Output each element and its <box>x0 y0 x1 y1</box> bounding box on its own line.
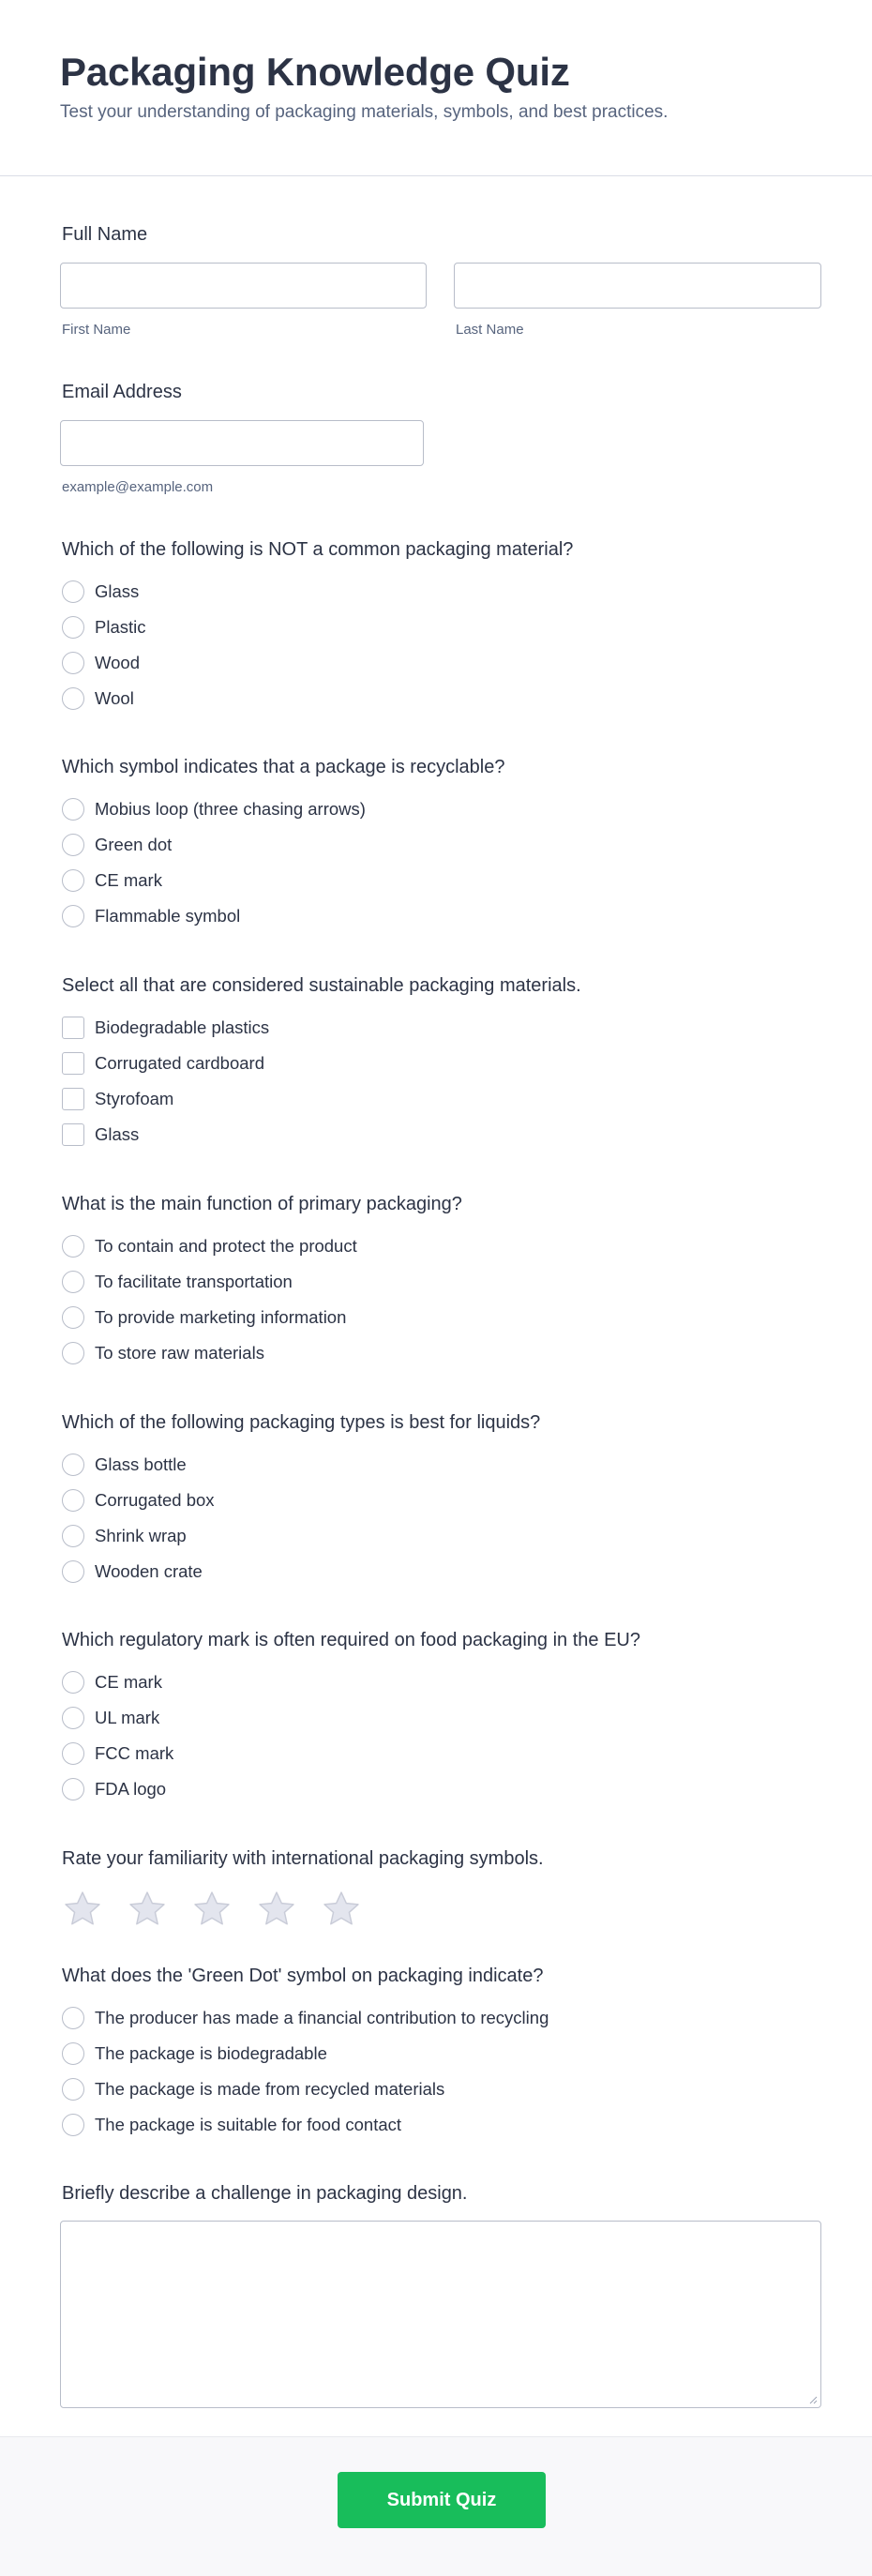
radio-button[interactable] <box>62 2078 84 2101</box>
form-header <box>0 0 872 176</box>
radio-option[interactable] <box>62 1300 821 1335</box>
option-label: The package is suitable for food contact <box>95 2115 402 2134</box>
radio-option[interactable] <box>62 1264 821 1300</box>
full-name-label: Full Name <box>62 224 148 245</box>
radio-option[interactable] <box>62 681 821 716</box>
question-text: Select all that are considered sustainable packaging materials. <box>62 975 581 996</box>
question-text: Which symbol indicates that a package is recyclable? <box>62 757 505 777</box>
option-label: Wool <box>95 688 134 708</box>
radio-button[interactable] <box>62 1525 84 1547</box>
question-block <box>62 1629 821 1807</box>
option-label: Corrugated cardboard <box>95 1053 264 1073</box>
option-label: Glass bottle <box>95 1454 187 1474</box>
question-text: Which of the following is NOT a common packaging material? <box>62 539 574 560</box>
star-rating <box>62 1889 821 1930</box>
challenge-textarea[interactable] <box>60 2221 821 2408</box>
option-label: The producer has made a financial contribution to recycling <box>95 2008 549 2027</box>
first-name-input[interactable] <box>60 263 427 309</box>
radio-button[interactable] <box>62 1489 84 1512</box>
radio-button[interactable] <box>62 2114 84 2136</box>
option-label: To contain and protect the product <box>95 1236 357 1256</box>
last-name-sublabel: Last Name <box>456 322 524 338</box>
option-label: Glass <box>95 1124 140 1144</box>
question-text: Which regulatory mark is often required on food packaging in the EU? <box>62 1630 641 1650</box>
radio-option[interactable] <box>62 1736 821 1771</box>
checkbox[interactable] <box>62 1123 84 1146</box>
radio-button[interactable] <box>62 869 84 892</box>
radio-button[interactable] <box>62 1778 84 1800</box>
radio-option[interactable] <box>62 1700 821 1736</box>
question-block <box>62 1965 821 2143</box>
radio-option[interactable] <box>62 1554 821 1589</box>
rating-block <box>62 1847 821 1930</box>
option-label: Biodegradable plastics <box>95 1017 270 1037</box>
radio-button[interactable] <box>62 2007 84 2029</box>
checkbox-option[interactable] <box>62 1046 821 1081</box>
question-block <box>62 538 821 716</box>
option-label: Flammable symbol <box>95 906 241 926</box>
radio-option[interactable] <box>62 1228 821 1264</box>
email-sublabel: example@example.com <box>62 479 214 495</box>
radio-option[interactable] <box>62 610 821 645</box>
radio-option[interactable] <box>62 898 821 934</box>
option-label: Plastic <box>95 617 146 637</box>
radio-button[interactable] <box>62 1671 84 1694</box>
question-text: Which of the following packaging types is best for liquids? <box>62 1412 541 1433</box>
checkbox-option[interactable] <box>62 1081 821 1117</box>
option-label: The package is biodegradable <box>95 2043 327 2063</box>
radio-button[interactable] <box>62 616 84 639</box>
option-label: CE mark <box>95 1672 162 1692</box>
email-label: Email Address <box>62 382 182 402</box>
radio-option[interactable] <box>62 1335 821 1371</box>
radio-option[interactable] <box>62 2107 821 2143</box>
radio-button[interactable] <box>62 652 84 674</box>
radio-button[interactable] <box>62 834 84 856</box>
radio-button[interactable] <box>62 798 84 821</box>
last-name-input[interactable] <box>454 263 821 309</box>
star-icon[interactable] <box>127 1889 168 1930</box>
form-body <box>0 176 872 2436</box>
question-block <box>62 1193 821 1371</box>
option-label: The package is made from recycled materials <box>95 2079 445 2099</box>
radio-button[interactable] <box>62 1742 84 1765</box>
radio-button[interactable] <box>62 580 84 603</box>
radio-button[interactable] <box>62 1306 84 1329</box>
radio-button[interactable] <box>62 687 84 710</box>
rating-question: Rate your familiarity with international packaging symbols. <box>62 1848 544 1869</box>
radio-button[interactable] <box>62 905 84 927</box>
option-label: To store raw materials <box>95 1343 264 1363</box>
radio-option[interactable] <box>62 574 821 610</box>
radio-option[interactable] <box>62 1665 821 1700</box>
option-label: UL mark <box>95 1708 160 1727</box>
radio-option[interactable] <box>62 645 821 681</box>
option-label: Wooden crate <box>95 1561 203 1581</box>
option-label: To facilitate transportation <box>95 1272 293 1291</box>
option-label: Styrofoam <box>95 1089 174 1108</box>
form-title: Packaging Knowledge Quiz <box>60 50 570 94</box>
checkbox[interactable] <box>62 1017 84 1039</box>
first-name-sublabel: First Name <box>62 322 131 338</box>
radio-button[interactable] <box>62 1454 84 1476</box>
resize-handle-icon[interactable] <box>808 2395 818 2404</box>
question-block <box>62 756 821 934</box>
radio-option[interactable] <box>62 1483 821 1518</box>
question-text: What does the 'Green Dot' symbol on packaging indicate? <box>62 1966 544 1986</box>
option-label: Mobius loop (three chasing arrows) <box>95 799 366 819</box>
email-input[interactable] <box>60 420 424 466</box>
checkbox-option[interactable] <box>62 1010 821 1046</box>
option-label: FCC mark <box>95 1743 174 1763</box>
radio-option[interactable] <box>62 1518 821 1554</box>
radio-button[interactable] <box>62 1271 84 1293</box>
option-label: Green dot <box>95 835 173 854</box>
question-block <box>62 974 821 1152</box>
radio-option[interactable] <box>62 1771 821 1807</box>
option-label: Corrugated box <box>95 1490 215 1510</box>
radio-option[interactable] <box>62 791 821 827</box>
star-icon[interactable] <box>256 1889 297 1930</box>
form-subtitle: Test your understanding of packaging materials, symbols, and best practices. <box>60 102 669 122</box>
radio-option[interactable] <box>62 827 821 863</box>
radio-option[interactable] <box>62 2071 821 2107</box>
star-icon[interactable] <box>62 1889 103 1930</box>
option-label: Glass <box>95 581 140 601</box>
star-icon[interactable] <box>321 1889 362 1930</box>
radio-option[interactable] <box>62 1447 821 1483</box>
checkbox[interactable] <box>62 1052 84 1075</box>
radio-button[interactable] <box>62 1342 84 1364</box>
option-label: Wood <box>95 653 140 672</box>
radio-option[interactable] <box>62 863 821 898</box>
radio-button[interactable] <box>62 1235 84 1258</box>
option-label: FDA logo <box>95 1779 167 1799</box>
radio-button[interactable] <box>62 1707 84 1729</box>
question-text: What is the main function of primary packaging? <box>62 1194 462 1214</box>
option-label: To provide marketing information <box>95 1307 347 1327</box>
challenge-label: Briefly describe a challenge in packaging design. <box>62 2183 468 2204</box>
radio-button[interactable] <box>62 2042 84 2065</box>
form-footer <box>0 2436 872 2576</box>
radio-option[interactable] <box>62 2036 821 2071</box>
checkbox[interactable] <box>62 1088 84 1110</box>
option-label: Shrink wrap <box>95 1526 187 1545</box>
question-block <box>62 1411 821 1589</box>
radio-button[interactable] <box>62 1560 84 1583</box>
star-icon[interactable] <box>191 1889 233 1930</box>
radio-option[interactable] <box>62 2000 821 2036</box>
checkbox-option[interactable] <box>62 1117 821 1152</box>
option-label: CE mark <box>95 870 162 890</box>
submit-quiz-button[interactable]: Submit Quiz <box>338 2472 546 2528</box>
